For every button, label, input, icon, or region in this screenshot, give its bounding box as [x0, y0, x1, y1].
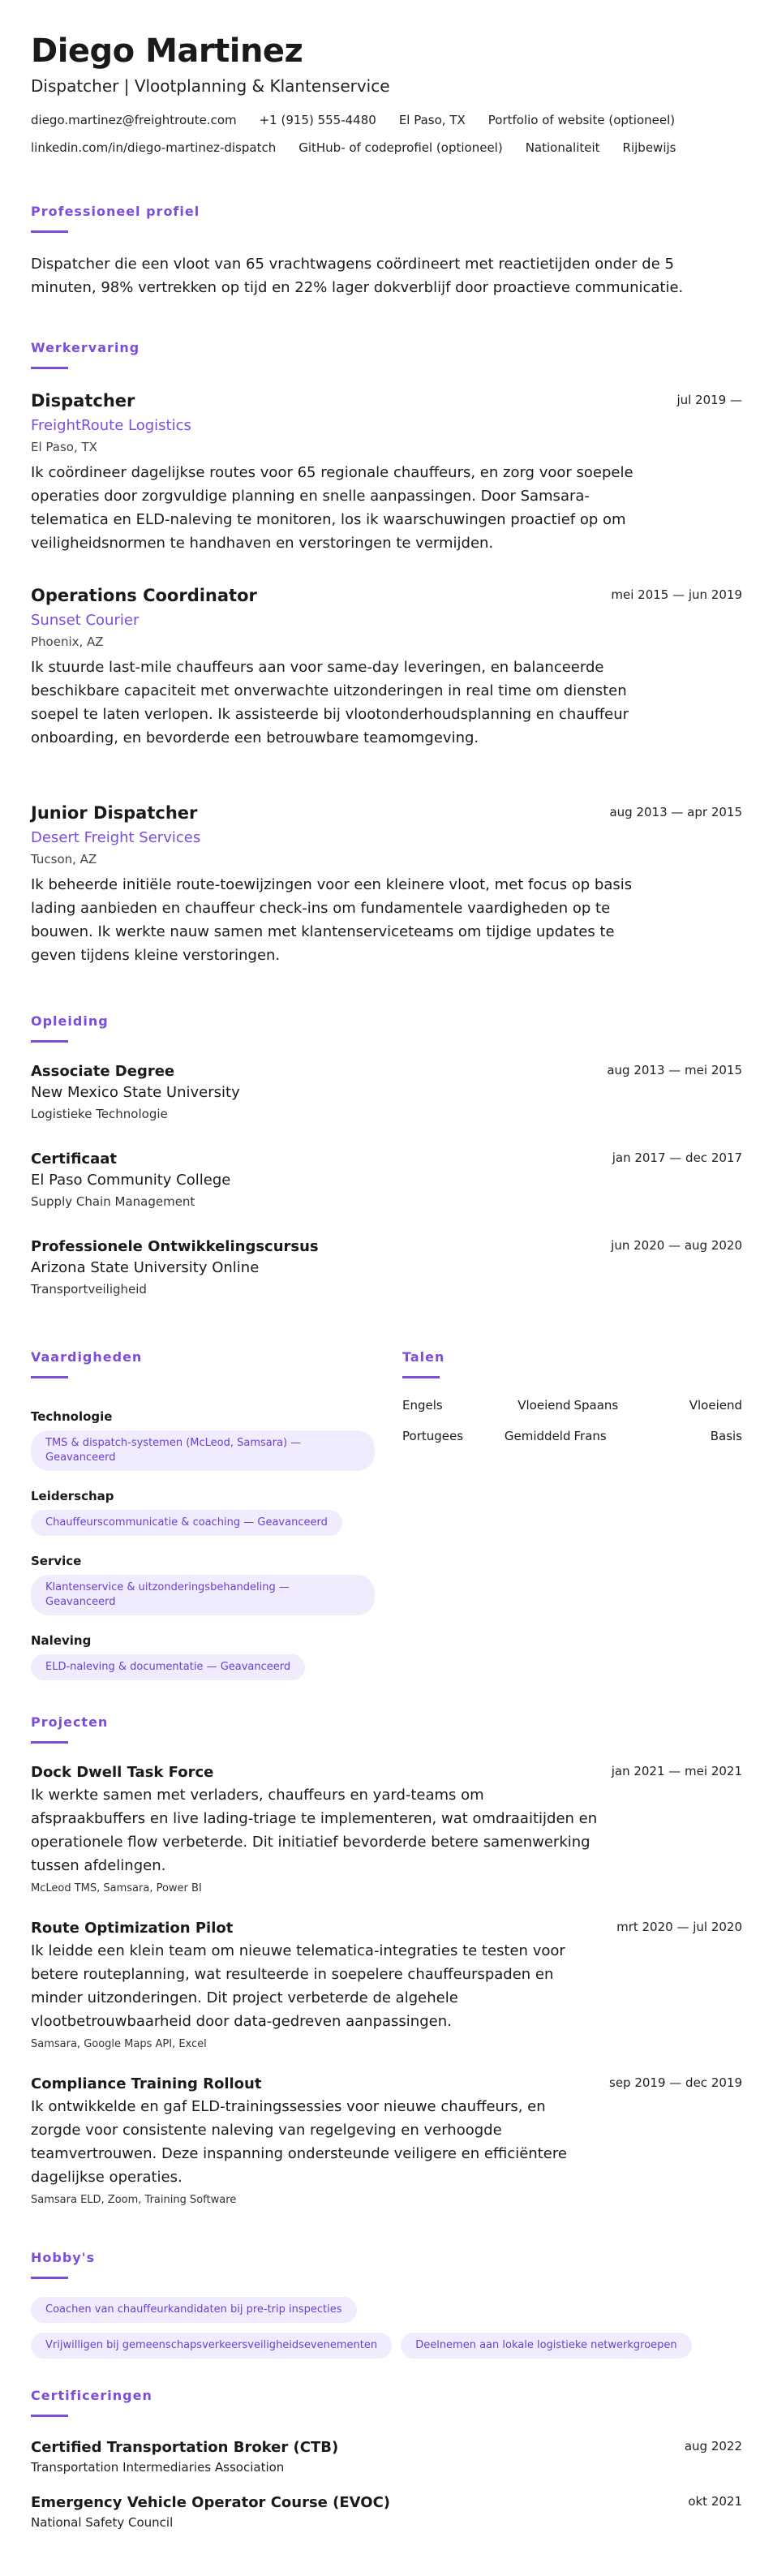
- job-entry: [31, 389, 742, 555]
- project-date: sep 2019 — dec 2019: [609, 2075, 742, 2090]
- certification-title: Emergency Vehicle Operator Course (EVOC): [31, 2494, 391, 2511]
- job-location: El Paso, TX: [31, 440, 97, 454]
- job-company: FreightRoute Logistics: [31, 417, 191, 434]
- degree-title: Certificaat: [31, 1150, 117, 1168]
- skill-group-title: Naleving: [31, 1633, 92, 1648]
- skill-group: [31, 1487, 380, 1536]
- language-row: [402, 1396, 742, 1414]
- hobby-chip: Vrijwilligen bij gemeenschapsverkeersveiligheidsevenementen: [31, 2333, 392, 2359]
- skills-section: [31, 1348, 380, 1680]
- section-title: Certificeringen: [31, 2388, 152, 2403]
- language-name: Frans: [573, 1429, 607, 1443]
- job-description: Ik coördineer dagelijkse routes voor 65 regionale chauffeurs, en zorg voor soepele operaties door zorgvuldige planning en snelle aanpassingen. Door Samsara-telematica en ELD-naleving te monitoren, los ik waarschuwingen proactief op om veiligheidsnormen te handhaven en verstoringen te vermijden.: [31, 464, 633, 552]
- education-date: aug 2013 — mei 2015: [607, 1063, 742, 1077]
- project-title: Compliance Training Rollout: [31, 2075, 262, 2092]
- skill-group: [31, 1552, 380, 1615]
- section-underline: [402, 1376, 440, 1378]
- project-description: Ik leidde een klein team om nieuwe telematica-integraties te testen voor betere routeplanning, wat resulteerde in soepelere chauffeurspaden en minder uitzonderingen. Dit project verbeterde de algehele vlootbetrouwbaarheid door data-gedreven aanpassingen.: [31, 1942, 565, 2030]
- education-entry: [31, 1236, 742, 1298]
- skill-chip: ELD-naleving & documentatie — Geavanceerd: [31, 1654, 305, 1680]
- project-description: Ik ontwikkelde en gaf ELD-trainingssessies voor nieuwe chauffeurs, en zorgde voor consistente naleving van regelgeving en verhoogde teamvertrouwen. Deze inspanning ondersteunde veiligere en efficiëntere dagelijkse operaties.: [31, 2098, 567, 2186]
- contact-nationality: Nationaliteit: [525, 140, 600, 155]
- project-tools: McLeod TMS, Samsara, Power BI: [31, 1882, 202, 1894]
- skill-group-title: Service: [31, 1554, 82, 1568]
- job-description: Ik beheerde initiële route-toewijzingen voor een kleinere vloot, met focus op basis lading aanbieden en chauffeur check-ins om fundamentele vaardigheden op te bouwen. Ik werkte nauw samen met klantenserviceteams om tijdige updates te geven tijdens kleine verstoringen.: [31, 876, 633, 964]
- contact-info: [31, 112, 742, 156]
- education-date: jan 2017 — dec 2017: [612, 1150, 742, 1165]
- section-title: Werkervaring: [31, 340, 140, 355]
- project-tools: Samsara, Google Maps API, Excel: [31, 2038, 207, 2050]
- job-date: jul 2019 —: [676, 393, 742, 407]
- contact-location: El Paso, TX: [398, 113, 466, 127]
- projects-section: [31, 1714, 742, 1744]
- contact-license: Rijbewijs: [622, 140, 676, 155]
- job-title: Operations Coordinator: [31, 586, 257, 605]
- language-name: Spaans: [573, 1398, 619, 1413]
- project-title: Route Optimization Pilot: [31, 1920, 234, 1937]
- degree-title: Professionele Ontwikkelingscursus: [31, 1238, 319, 1255]
- project-entry: [31, 1762, 742, 1897]
- section-underline: [31, 1376, 68, 1378]
- language-level: Vloeiend: [689, 1398, 742, 1413]
- hobby-chip: Coachen van chauffeurkandidaten bij pre-trip inspecties: [31, 2297, 357, 2323]
- section-underline: [31, 2277, 68, 2279]
- candidate-name: Diego Martinez: [31, 32, 303, 70]
- hobbies-section: [31, 2249, 742, 2359]
- education-section: [31, 1013, 742, 1043]
- project-entry: [31, 2074, 742, 2208]
- project-title: Dock Dwell Task Force: [31, 1764, 214, 1781]
- project-tools: Samsara ELD, Zoom, Training Software: [31, 2194, 237, 2206]
- skill-chip: Klantenservice & uitzonderingsbehandeling — Geavanceerd: [31, 1575, 375, 1615]
- project-date: jan 2021 — mei 2021: [611, 1764, 742, 1778]
- job-company: Sunset Courier: [31, 612, 140, 629]
- section-title: Talen: [402, 1349, 445, 1365]
- contact-linkedin[interactable]: linkedin.com/in/diego-martinez-dispatch: [31, 140, 277, 155]
- certification-entry: [31, 2492, 742, 2531]
- profile-section: [31, 203, 742, 299]
- section-title: Hobby's: [31, 2250, 96, 2265]
- certifications-section: [31, 2387, 742, 2417]
- section-underline: [31, 1741, 68, 1744]
- section-underline: [31, 2415, 68, 2417]
- job-company: Desert Freight Services: [31, 829, 201, 846]
- language-level: Basis: [710, 1429, 742, 1443]
- project-date: mrt 2020 — jul 2020: [616, 1920, 742, 1934]
- language-row: [402, 1427, 742, 1445]
- section-underline: [31, 230, 68, 233]
- education-entry: [31, 1149, 742, 1211]
- job-title: Junior Dispatcher: [31, 803, 198, 823]
- languages-section: [402, 1348, 742, 1445]
- profile-text: Dispatcher die een vloot van 65 vrachtwagens coördineert met reactietijden onder de 5 minuten, 98% vertrekken op tijd en 22% lager dokverblijf door proactieve communicatie.: [31, 256, 684, 296]
- contact-email[interactable]: diego.martinez@freightroute.com: [31, 113, 237, 127]
- education-entry: [31, 1061, 742, 1123]
- certification-org: Transportation Intermediaries Association: [31, 2460, 285, 2475]
- skill-chip: Chauffeurscommunicatie & coaching — Geavanceerd: [31, 1510, 342, 1536]
- experience-section: [31, 339, 742, 369]
- contact-github[interactable]: GitHub- of codeprofiel (optioneel): [298, 140, 503, 155]
- study-field: Transportveiligheid: [31, 1282, 147, 1297]
- certification-title: Certified Transportation Broker (CTB): [31, 2439, 339, 2456]
- project-entry: [31, 1918, 742, 2053]
- section-underline: [31, 1040, 68, 1043]
- school-name: New Mexico State University: [31, 1084, 240, 1101]
- job-description: Ik stuurde last-mile chauffeurs aan voor same-day leveringen, en balanceerde beschikbare capaciteit met onverwachte uitzonderingen in real time om diensten soepel te laten verlopen. Ik assisteerde bij vlootonderhoudsplanning en chauffeur onboarding, en bevorderde een betrouwbare teamomgeving.: [31, 659, 629, 746]
- certification-org: National Safety Council: [31, 2515, 174, 2530]
- job-entry: [31, 584, 742, 750]
- degree-title: Associate Degree: [31, 1063, 175, 1080]
- job-date: mei 2015 — jun 2019: [611, 587, 742, 602]
- study-field: Logistieke Technologie: [31, 1107, 168, 1121]
- section-title: Projecten: [31, 1714, 109, 1730]
- school-name: Arizona State University Online: [31, 1259, 260, 1276]
- certification-entry: [31, 2437, 742, 2476]
- section-title: Opleiding: [31, 1013, 109, 1029]
- skill-group-title: Technologie: [31, 1409, 113, 1424]
- job-location: Phoenix, AZ: [31, 634, 104, 649]
- skill-chip: TMS & dispatch-systemen (McLeod, Samsara) — Geavanceerd: [31, 1430, 375, 1471]
- school-name: El Paso Community College: [31, 1172, 231, 1189]
- contact-row: [31, 112, 742, 128]
- project-description: Ik werkte samen met verladers, chauffeurs en yard-teams om afspraakbuffers en live lading-triage te implementeren, wat omdraaitijden en operationele flow verbeterde. Dit initiatief bevorderde betere samenwerking tussen afdelingen.: [31, 1787, 598, 1874]
- section-title: Professioneel profiel: [31, 204, 200, 219]
- skill-group: [31, 1408, 380, 1471]
- section-title: Vaardigheden: [31, 1349, 143, 1365]
- job-title: Dispatcher: [31, 391, 135, 411]
- skill-group: [31, 1632, 380, 1680]
- skill-group-title: Leiderschap: [31, 1489, 114, 1503]
- language-level: Vloeiend: [517, 1398, 571, 1413]
- study-field: Supply Chain Management: [31, 1194, 195, 1209]
- contact-phone[interactable]: +1 (915) 555-4480: [259, 113, 376, 127]
- job-location: Tucson, AZ: [31, 852, 97, 867]
- hobby-chips: [31, 2292, 742, 2359]
- job-date: aug 2013 — apr 2015: [609, 805, 742, 819]
- contact-portfolio[interactable]: Portfolio of website (optioneel): [487, 113, 676, 127]
- education-date: jun 2020 — aug 2020: [611, 1238, 742, 1253]
- hobby-chip: Deelnemen aan lokale logistieke netwerkgroepen: [401, 2333, 691, 2359]
- language-name: Engels: [402, 1398, 443, 1413]
- certification-date: aug 2022: [684, 2439, 742, 2453]
- certification-date: okt 2021: [688, 2494, 742, 2509]
- candidate-tagline: Dispatcher | Vlootplanning & Klantenservice: [31, 76, 390, 96]
- language-name: Portugees: [402, 1429, 464, 1443]
- section-underline: [31, 367, 68, 369]
- language-level: Gemiddeld: [504, 1429, 571, 1443]
- job-entry: [31, 802, 742, 967]
- contact-row: [31, 140, 742, 156]
